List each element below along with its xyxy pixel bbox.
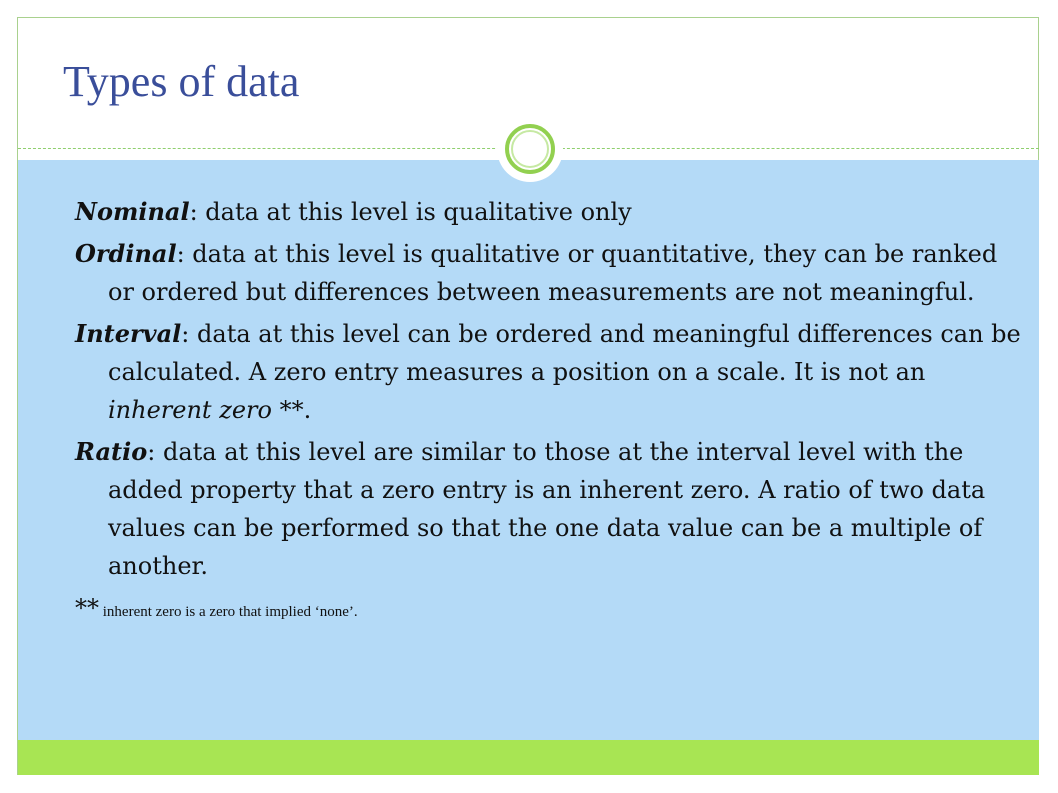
definition-interval-end: **.	[271, 396, 312, 424]
definition-ordinal: data at this level is qualitative or quantitative, they can be ranked or ordered but differences between measurements are not meaningful.	[108, 240, 998, 306]
decorative-ring-inner	[511, 130, 549, 168]
emphasis-inherent-zero: inherent zero	[108, 396, 272, 424]
slide-title: Types of data	[63, 57, 300, 106]
footnote-marker: **	[75, 594, 99, 622]
item-interval	[75, 315, 1025, 429]
item-ratio	[75, 433, 1025, 585]
term-ratio: Ratio	[75, 437, 148, 466]
slide-body	[75, 193, 1025, 655]
separator: :	[189, 198, 206, 226]
term-interval: Interval	[75, 319, 182, 348]
item-ordinal	[75, 235, 1025, 311]
separator: :	[181, 320, 198, 348]
term-nominal: Nominal	[75, 197, 190, 226]
footnote-text: inherent zero is a zero that implied ‘none’.	[99, 604, 358, 620]
item-nominal	[75, 193, 1025, 231]
definition-interval: data at this level can be ordered and meaningful differences can be calculated. A zero entry measures a position on a scale. It is not an	[108, 320, 1021, 386]
definition-ratio: data at this level are similar to those at the interval level with the added property that a zero entry is an inherent zero. A ratio of two data values can be performed so that the one data value can be a multiple of another.	[108, 438, 986, 580]
term-ordinal: Ordinal	[75, 239, 177, 268]
separator: :	[147, 438, 163, 466]
definition-nominal: data at this level is qualitative only	[205, 198, 632, 226]
separator: :	[176, 240, 193, 268]
footnote	[75, 589, 1025, 631]
footer-band	[18, 740, 1039, 775]
